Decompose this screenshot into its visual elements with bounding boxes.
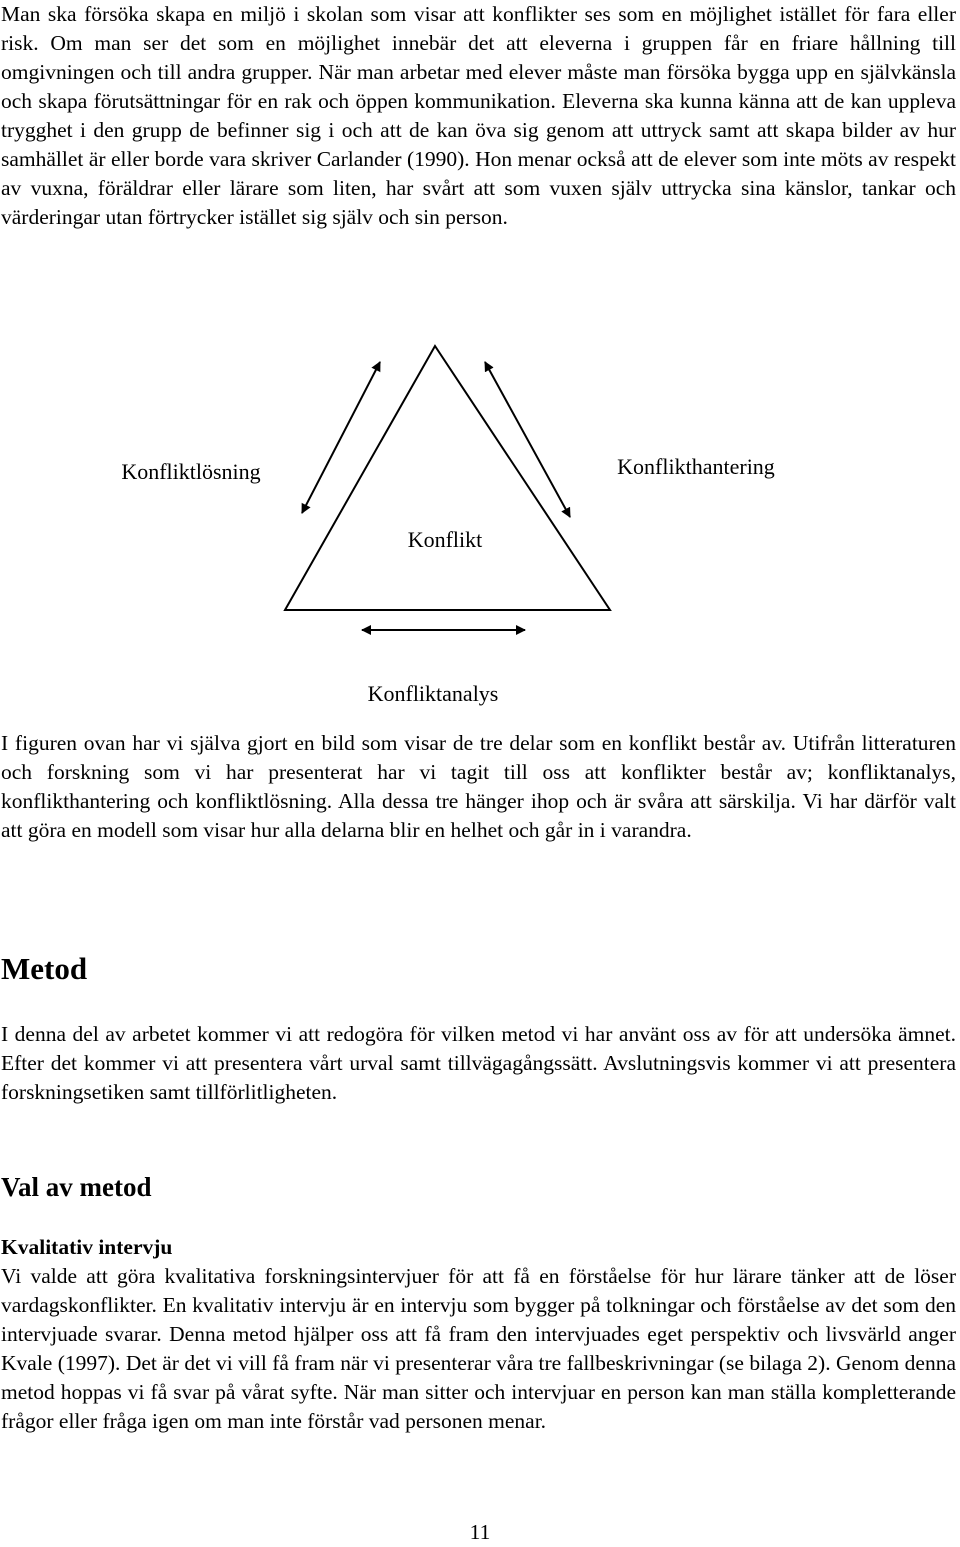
kvalitativ-paragraph: Vi valde att göra kvalitativa forskningsintervjuer för att få en förståelse för hur lärare tänker att de löser vardagskonflikter. En kvalitativ intervju är en intervju som bygger på tolkningar och förståelse av det som den intervjuade svarar. Denna metod hjälper oss att få fram den intervjuades eget perspektiv och livsvärld anger Kvale (1997). Det är det vi vill få fram när vi presenterar våra tre fallbeskrivningar (se bilaga 2). Genom denna metod hoppas vi få svar på vårat syfte. När man sitter och intervjuar en person kan man ställa kompletterande frågor eller fråga igen om man inte förstår vad personen menar. [1, 1264, 956, 1433]
metod-paragraph: I denna del av arbetet kommer vi att redogöra för vilken metod vi har använt oss av för att undersöka ämnet. Efter det kommer vi att presentera vårt urval samt tillvägagångssätt. Avslutningsvis kommer vi att presentera forskningsetiken samt tillförlitligheten. [1, 1022, 956, 1104]
intro-paragraph: Man ska försöka skapa en miljö i skolan som visar att konflikter ses som en möjlighet istället för fara eller risk. Om man ser det som en möjlighet innebär det att eleverna i gruppen får en friare hållning till omgivningen och till andra grupper. När man arbetar med elever måste man försöka bygga upp en självkänsla och skapa förutsättningar för en rak och öppen kommunikation. Eleverna ska kunna känna att de kan uppleva trygghet i den grupp de befinner sig i och att de kan öva sig genom att uttryck samt att skapa bilder av hur samhället är eller borde vara skriver Carlander (1990). Hon menar också att de elever som inte möts av respekt av vuxna, föräldrar eller lärare som liten, har svårt att som vuxen själv uttrycka sina känslor, tankar och värderingar utan förtrycker istället sig själv och sin person. [1, 2, 956, 229]
triangle-shape [285, 346, 610, 610]
label-konflikt: Konflikt [407, 527, 483, 552]
heading-metod: Metod [1, 951, 88, 986]
conflict-triangle-diagram [0, 330, 960, 720]
label-konflikthantering: Konflikthantering [617, 454, 775, 479]
page-number: 11 [469, 1520, 491, 1544]
label-konfliktanalys: Konfliktanalys [367, 681, 499, 706]
left-double-arrow [302, 362, 380, 513]
heading-val-av-metod: Val av metod [1, 1172, 152, 1202]
figure-explanation-paragraph: I figuren ovan har vi själva gjort en bild som visar de tre delar som en konflikt består av. Utifrån litteraturen och forskning som vi har presenterat har vi tagit till oss att konflikter består av; konfliktanalys, konflikthantering och konfliktlösning. Alla dessa tre hänger ihop och är svåra att särskilja. Vi har därför valt att göra en modell som visar hur alla delarna blir en helhet och går in i varandra. [1, 731, 956, 842]
heading-kvalitativ-intervju: Kvalitativ intervju [1, 1235, 173, 1259]
label-konfliktlosning: Konfliktlösning [121, 459, 261, 484]
